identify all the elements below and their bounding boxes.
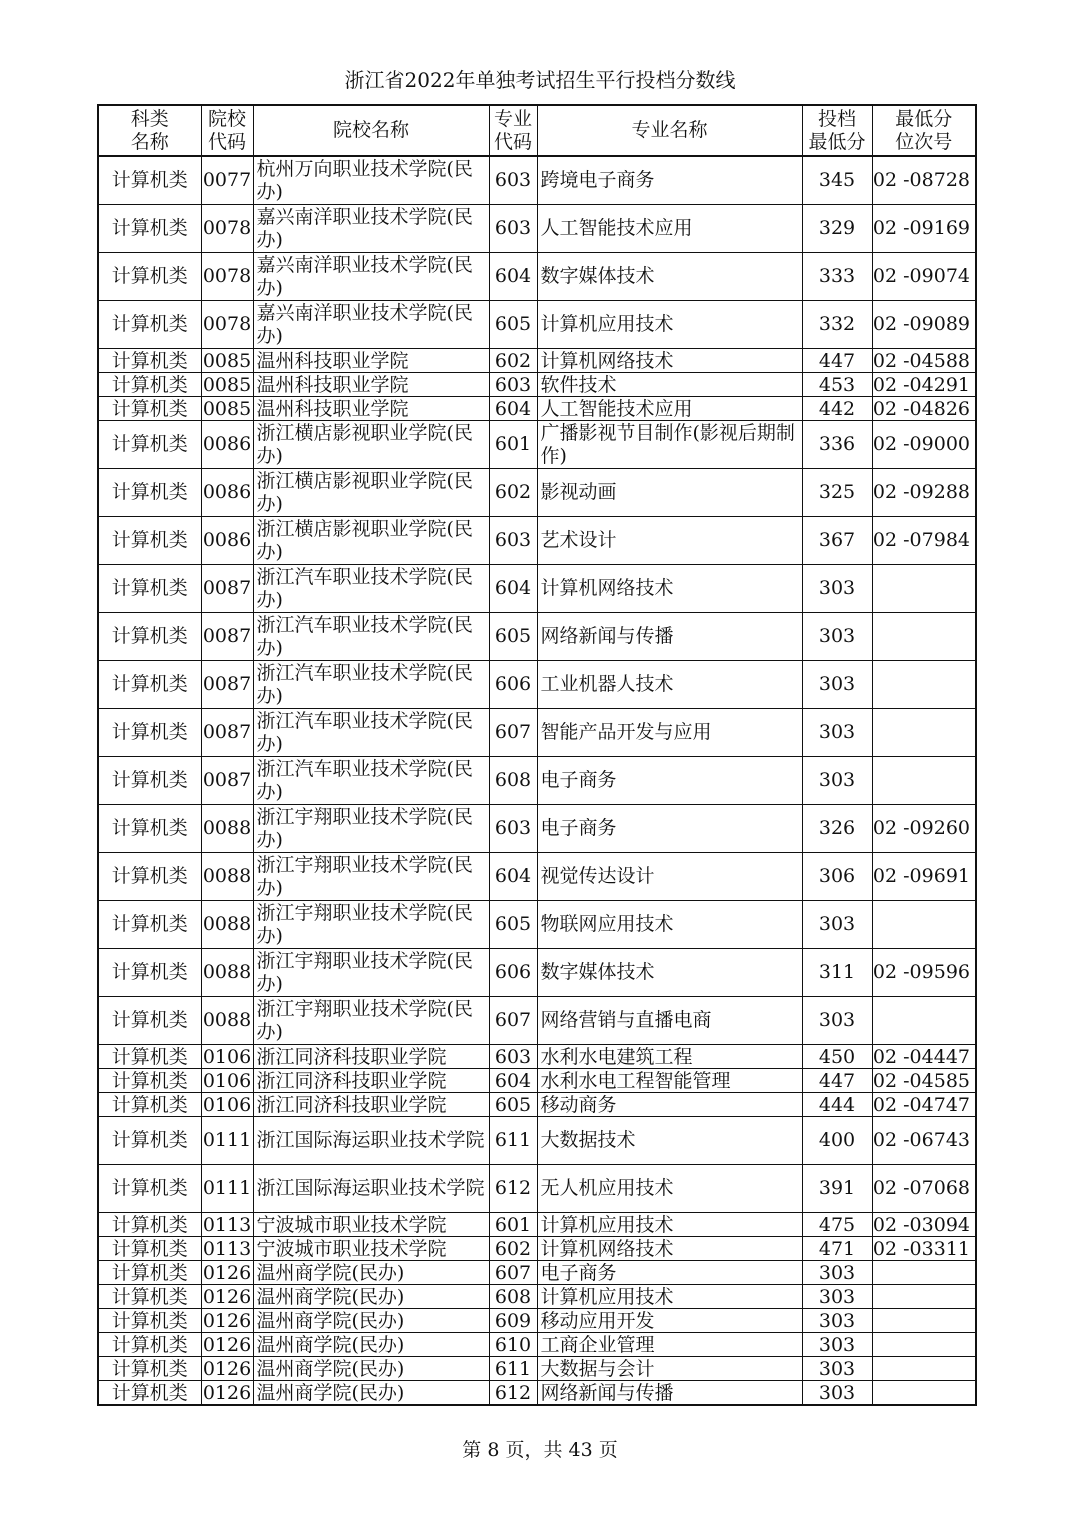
cell-major-code: 611: [489, 1357, 537, 1381]
header-major-name: 专业名称: [537, 105, 802, 156]
cell-school-code: 0113: [202, 1237, 252, 1260]
cell-major-name: 水利水电工程智能管理: [537, 1069, 802, 1093]
cell-min-rank: [872, 661, 976, 709]
table-row: [98, 517, 976, 565]
cell-major-name: 电子商务: [537, 757, 802, 805]
cell-major-code: 602: [489, 349, 537, 373]
cell-major-code: 604: [489, 253, 537, 301]
cell-major-code: 612: [489, 1165, 537, 1213]
table-row: [98, 997, 976, 1045]
cell-school-code: 0078: [201, 253, 253, 301]
cell-major-code: 605: [489, 901, 537, 949]
cell-major-code: 604: [489, 397, 537, 421]
cell-min-score: 367: [802, 517, 872, 565]
cell-category: 计算机类: [98, 1069, 201, 1093]
cell-school-code: 0087: [201, 757, 253, 805]
cell-min-score: 303: [802, 613, 872, 661]
cell-min-score: 453: [802, 373, 872, 397]
cell-min-score: 303: [802, 565, 872, 613]
cell-category: 计算机类: [98, 1093, 201, 1117]
cell-category: 计算机类: [98, 253, 201, 301]
cell-school-code: 0087: [201, 709, 253, 757]
cell-major-name: 计算机应用技术: [537, 301, 802, 349]
cell-major-code: 602: [489, 469, 537, 517]
table-row: [98, 1165, 976, 1213]
cell-min-rank: 02 -04588: [872, 349, 976, 373]
cell-major-code: 607: [489, 709, 537, 757]
cell-category: 计算机类: [98, 853, 201, 901]
cell-min-score: 303: [802, 1357, 872, 1381]
cell-major-name: 数字媒体技术: [537, 253, 802, 301]
cell-min-rank: 02 -09089: [872, 301, 976, 349]
table-row: [98, 301, 976, 349]
cell-min-score: 391: [802, 1165, 872, 1213]
cell-category: 计算机类: [98, 709, 201, 757]
cell-min-rank: [872, 757, 976, 805]
header-category-line1: 科类: [130, 107, 169, 130]
table-row: [98, 949, 976, 997]
table-row: [98, 1357, 976, 1381]
cell-school-name: 浙江汽车职业技术学院(民办): [253, 709, 489, 757]
cell-major-name: 艺术设计: [537, 517, 802, 565]
cell-min-rank: 02 -04447: [872, 1045, 976, 1069]
cell-school-code: 0126: [202, 1309, 252, 1332]
cell-category: 计算机类: [98, 949, 201, 997]
cell-min-rank: [872, 1309, 976, 1333]
cell-major-name: 数字媒体技术: [537, 949, 802, 997]
cell-category: 计算机类: [98, 805, 201, 853]
cell-school-name: 浙江汽车职业技术学院(民办): [253, 613, 489, 661]
header-major-code-line2: 代码: [493, 130, 532, 153]
cell-school-name: 温州商学院(民办): [253, 1285, 489, 1309]
cell-min-score: 447: [802, 1069, 872, 1093]
cell-min-score: 447: [802, 349, 872, 373]
cell-category: 计算机类: [98, 1309, 201, 1333]
cell-min-score: 303: [802, 1381, 872, 1406]
table-row: [98, 1045, 976, 1069]
header-min-rank-line2: 位次号: [895, 130, 953, 153]
cell-category: 计算机类: [98, 1237, 201, 1261]
cell-min-score: 303: [802, 901, 872, 949]
cell-major-name: 计算机网络技术: [537, 565, 802, 613]
cell-min-rank: 02 -09260: [872, 805, 976, 853]
cell-school-name: 浙江横店影视职业学院(民办): [253, 517, 489, 565]
table-row: [98, 469, 976, 517]
cell-major-code: 606: [489, 949, 537, 997]
cell-min-rank: 02 -08728: [872, 156, 976, 205]
cell-min-score: 333: [802, 253, 872, 301]
cell-major-code: 612: [489, 1381, 537, 1406]
cell-major-code: 606: [489, 661, 537, 709]
header-row: [98, 105, 976, 156]
cell-school-name: 浙江宇翔职业技术学院(民办): [253, 997, 489, 1045]
header-school-code-line2: 代码: [207, 130, 246, 153]
page-number: 第 8 页，共 43 页: [462, 1439, 618, 1461]
cell-min-rank: [872, 613, 976, 661]
cell-school-name: 嘉兴南洋职业技术学院(民办): [253, 253, 489, 301]
cell-category: 计算机类: [98, 1213, 201, 1237]
cell-school-code: 0088: [201, 805, 253, 853]
cell-school-code: 0085: [202, 373, 252, 396]
cell-min-score: 303: [802, 997, 872, 1045]
cell-min-rank: 02 -04585: [872, 1069, 976, 1093]
cell-major-name: 网络新闻与传播: [537, 1381, 802, 1406]
table-row: [98, 1381, 976, 1406]
cell-min-score: 444: [802, 1093, 872, 1117]
table-row: [98, 1285, 976, 1309]
cell-min-score: 303: [802, 1309, 872, 1333]
header-category: [98, 105, 201, 156]
cell-major-name: 广播影视节目制作(影视后期制作): [537, 421, 802, 469]
cell-major-name: 网络新闻与传播: [537, 613, 802, 661]
cell-school-code: 0088: [201, 997, 253, 1045]
cell-school-name: 温州科技职业学院: [253, 373, 489, 397]
header-category-line2: 名称: [130, 130, 169, 153]
cell-min-rank: 02 -09074: [872, 253, 976, 301]
cell-major-code: 605: [489, 613, 537, 661]
cell-category: 计算机类: [98, 373, 201, 397]
table-header: [98, 105, 976, 156]
cell-school-code: 0088: [201, 853, 253, 901]
cell-school-code: 0087: [201, 565, 253, 613]
cell-school-name: 浙江国际海运职业技术学院: [253, 1117, 489, 1165]
cell-min-score: 475: [802, 1213, 872, 1237]
cell-min-score: 303: [802, 661, 872, 709]
cell-major-name: 计算机应用技术: [537, 1213, 802, 1237]
cell-category: 计算机类: [98, 997, 201, 1045]
cell-category: 计算机类: [98, 1381, 201, 1406]
cell-school-name: 浙江宇翔职业技术学院(民办): [253, 853, 489, 901]
table-row: [98, 1069, 976, 1093]
cell-school-name: 浙江宇翔职业技术学院(民办): [253, 949, 489, 997]
cell-school-name: 杭州万向职业技术学院(民办): [253, 156, 489, 205]
cell-school-code: 0126: [202, 1381, 252, 1404]
header-major-code: [489, 105, 537, 156]
cell-school-code: 0111: [201, 1165, 253, 1213]
cell-major-name: 大数据技术: [537, 1117, 802, 1165]
cell-school-name: 温州商学院(民办): [253, 1309, 489, 1333]
table-row: [98, 853, 976, 901]
cell-category: 计算机类: [98, 349, 201, 373]
cell-category: 计算机类: [98, 1261, 201, 1285]
table-row: [98, 613, 976, 661]
cell-category: 计算机类: [98, 156, 201, 205]
cell-category: 计算机类: [98, 205, 201, 253]
cell-category: 计算机类: [98, 1117, 201, 1165]
cell-school-code: 0106: [202, 1069, 252, 1092]
cell-school-name: 浙江汽车职业技术学院(民办): [253, 565, 489, 613]
cell-major-code: 604: [489, 853, 537, 901]
cell-min-score: 303: [802, 1285, 872, 1309]
cell-min-rank: 02 -03311: [872, 1237, 976, 1261]
table-row: [98, 373, 976, 397]
cell-major-code: 607: [489, 997, 537, 1045]
cell-major-code: 609: [489, 1309, 537, 1333]
cell-major-code: 608: [489, 1285, 537, 1309]
cell-major-code: 605: [489, 301, 537, 349]
cell-school-name: 浙江宇翔职业技术学院(民办): [253, 901, 489, 949]
header-min-rank-line1: 最低分: [895, 107, 953, 130]
table-row: [98, 1309, 976, 1333]
cell-major-name: 人工智能技术应用: [537, 397, 802, 421]
table-body: [98, 156, 976, 1405]
cell-major-name: 无人机应用技术: [537, 1165, 802, 1213]
cell-min-score: 325: [802, 469, 872, 517]
cell-major-code: 605: [489, 1093, 537, 1117]
cell-category: 计算机类: [98, 613, 201, 661]
cell-school-code: 0106: [202, 1045, 252, 1068]
cell-major-name: 计算机网络技术: [537, 1237, 802, 1261]
cell-major-code: 604: [489, 565, 537, 613]
cell-category: 计算机类: [98, 397, 201, 421]
cell-school-code: 0078: [201, 205, 253, 253]
cell-category: 计算机类: [98, 565, 201, 613]
cell-major-name: 水利水电建筑工程: [537, 1045, 802, 1069]
cell-min-score: 332: [802, 301, 872, 349]
cell-major-code: 603: [489, 517, 537, 565]
header-major-code-line1: 专业: [493, 107, 532, 130]
cell-school-name: 温州科技职业学院: [253, 349, 489, 373]
cell-category: 计算机类: [98, 1357, 201, 1381]
cell-school-code: 0085: [202, 397, 252, 420]
cell-min-score: 306: [802, 853, 872, 901]
cell-school-name: 温州商学院(民办): [253, 1381, 489, 1406]
cell-school-name: 浙江横店影视职业学院(民办): [253, 421, 489, 469]
cell-major-code: 603: [489, 805, 537, 853]
cell-major-name: 移动应用开发: [537, 1309, 802, 1333]
cell-category: 计算机类: [98, 517, 201, 565]
cell-school-name: 宁波城市职业技术学院: [253, 1213, 489, 1237]
cell-category: 计算机类: [98, 757, 201, 805]
cell-min-rank: 02 -09000: [872, 421, 976, 469]
table-row: [98, 805, 976, 853]
cell-min-score: 303: [802, 1261, 872, 1285]
cell-min-rank: [872, 901, 976, 949]
cell-min-rank: [872, 997, 976, 1045]
cell-min-rank: 02 -03094: [872, 1213, 976, 1237]
cell-major-code: 603: [489, 156, 537, 205]
cell-school-name: 浙江同济科技职业学院: [253, 1045, 489, 1069]
cell-major-code: 611: [489, 1117, 537, 1165]
cell-school-code: 0111: [201, 1117, 253, 1165]
cell-school-code: 0126: [202, 1357, 252, 1380]
cell-major-name: 工商企业管理: [537, 1333, 802, 1357]
table-row: [98, 156, 976, 205]
cell-min-rank: 02 -09288: [872, 469, 976, 517]
cell-major-code: 608: [489, 757, 537, 805]
cell-min-rank: [872, 1357, 976, 1381]
cell-min-rank: 02 -09596: [872, 949, 976, 997]
cell-min-rank: [872, 565, 976, 613]
table-row: [98, 397, 976, 421]
cell-min-score: 326: [802, 805, 872, 853]
cell-school-name: 温州商学院(民办): [253, 1261, 489, 1285]
cell-category: 计算机类: [98, 301, 201, 349]
table-row: [98, 565, 976, 613]
table-row: [98, 1093, 976, 1117]
cell-school-name: 浙江汽车职业技术学院(民办): [253, 661, 489, 709]
cell-min-rank: 02 -07984: [872, 517, 976, 565]
cell-min-rank: [872, 709, 976, 757]
cell-category: 计算机类: [98, 901, 201, 949]
cell-major-name: 工业机器人技术: [537, 661, 802, 709]
cell-school-name: 浙江同济科技职业学院: [253, 1069, 489, 1093]
cell-min-score: 336: [802, 421, 872, 469]
cell-min-score: 345: [802, 156, 872, 205]
cell-min-rank: [872, 1381, 976, 1406]
cell-category: 计算机类: [98, 1165, 201, 1213]
table-row: [98, 1261, 976, 1285]
cell-school-code: 0126: [202, 1333, 252, 1356]
cell-major-name: 移动商务: [537, 1093, 802, 1117]
header-min-score-line2: 最低分: [808, 130, 866, 153]
cell-min-rank: 02 -04291: [872, 373, 976, 397]
cell-major-code: 601: [489, 1213, 537, 1237]
cell-major-name: 影视动画: [537, 469, 802, 517]
cell-min-score: 442: [802, 397, 872, 421]
cell-min-score: 400: [802, 1117, 872, 1165]
cell-school-code: 0113: [202, 1213, 252, 1236]
cell-min-rank: 02 -07068: [872, 1165, 976, 1213]
cell-major-code: 603: [489, 205, 537, 253]
cell-major-name: 网络营销与直播电商: [537, 997, 802, 1045]
cell-school-name: 浙江同济科技职业学院: [253, 1093, 489, 1117]
page-title: 浙江省2022年单独考试招生平行投档分数线: [344, 68, 736, 92]
header-min-score-line1: 投档: [817, 107, 856, 130]
table-row: [98, 1333, 976, 1357]
cell-min-score: 450: [802, 1045, 872, 1069]
cell-min-rank: 02 -04826: [872, 397, 976, 421]
cell-school-code: 0086: [201, 469, 253, 517]
header-school-code-line1: 院校: [207, 107, 246, 130]
cell-min-score: 329: [802, 205, 872, 253]
cell-school-name: 温州商学院(民办): [253, 1333, 489, 1357]
cell-school-code: 0088: [201, 901, 253, 949]
header-school-code: [201, 105, 253, 156]
cell-school-name: 浙江汽车职业技术学院(民办): [253, 757, 489, 805]
cell-category: 计算机类: [98, 1045, 201, 1069]
cell-school-code: 0086: [201, 517, 253, 565]
cell-min-rank: 02 -09169: [872, 205, 976, 253]
table-row: [98, 349, 976, 373]
cell-major-name: 软件技术: [537, 373, 802, 397]
header-min-rank: [872, 105, 976, 156]
cell-major-code: 603: [489, 373, 537, 397]
cell-min-rank: [872, 1261, 976, 1285]
cell-min-score: 311: [802, 949, 872, 997]
table-row: [98, 253, 976, 301]
cell-category: 计算机类: [98, 1285, 201, 1309]
cell-major-name: 智能产品开发与应用: [537, 709, 802, 757]
cell-min-rank: [872, 1333, 976, 1357]
cell-major-name: 电子商务: [537, 1261, 802, 1285]
cell-school-name: 嘉兴南洋职业技术学院(民办): [253, 301, 489, 349]
cell-school-name: 浙江宇翔职业技术学院(民办): [253, 805, 489, 853]
cell-school-code: 0085: [202, 349, 252, 372]
cell-major-name: 人工智能技术应用: [537, 205, 802, 253]
cell-min-score: 303: [802, 757, 872, 805]
cell-school-code: 0126: [202, 1261, 252, 1284]
cell-major-code: 602: [489, 1237, 537, 1261]
cell-school-name: 嘉兴南洋职业技术学院(民办): [253, 205, 489, 253]
cell-school-name: 浙江横店影视职业学院(民办): [253, 469, 489, 517]
cell-school-code: 0087: [201, 613, 253, 661]
table-row: [98, 709, 976, 757]
table-row: [98, 421, 976, 469]
cell-school-code: 0087: [201, 661, 253, 709]
table-row: [98, 205, 976, 253]
cell-major-code: 603: [489, 1045, 537, 1069]
cell-min-score: 303: [802, 1333, 872, 1357]
cell-school-code: 0078: [201, 301, 253, 349]
cell-major-name: 视觉传达设计: [537, 853, 802, 901]
cell-major-name: 计算机应用技术: [537, 1285, 802, 1309]
cell-category: 计算机类: [98, 1333, 201, 1357]
header-school-name: 院校名称: [253, 105, 489, 156]
cell-major-name: 跨境电子商务: [537, 156, 802, 205]
cell-school-code: 0077: [201, 156, 253, 205]
table-row: [98, 757, 976, 805]
cell-major-name: 大数据与会计: [537, 1357, 802, 1381]
cell-major-name: 电子商务: [537, 805, 802, 853]
cell-major-code: 607: [489, 1261, 537, 1285]
cell-min-rank: [872, 1285, 976, 1309]
cell-category: 计算机类: [98, 421, 201, 469]
cell-major-code: 604: [489, 1069, 537, 1093]
cell-min-rank: 02 -06743: [872, 1117, 976, 1165]
cell-school-name: 宁波城市职业技术学院: [253, 1237, 489, 1261]
cell-min-score: 471: [802, 1237, 872, 1261]
cell-school-name: 浙江国际海运职业技术学院: [253, 1165, 489, 1213]
table-row: [98, 901, 976, 949]
cell-min-rank: 02 -09691: [872, 853, 976, 901]
cell-min-rank: 02 -04747: [872, 1093, 976, 1117]
cell-school-code: 0086: [201, 421, 253, 469]
cell-major-name: 物联网应用技术: [537, 901, 802, 949]
table-row: [98, 1237, 976, 1261]
table-row: [98, 1117, 976, 1165]
cell-school-code: 0126: [202, 1285, 252, 1308]
cell-major-code: 601: [489, 421, 537, 469]
cell-school-code: 0088: [201, 949, 253, 997]
table-row: [98, 1213, 976, 1237]
header-min-score: [802, 105, 872, 156]
cell-school-code: 0106: [202, 1093, 252, 1116]
cell-category: 计算机类: [98, 661, 201, 709]
cell-category: 计算机类: [98, 469, 201, 517]
cell-school-name: 温州商学院(民办): [253, 1357, 489, 1381]
cell-min-score: 303: [802, 709, 872, 757]
cell-school-name: 温州科技职业学院: [253, 397, 489, 421]
cell-major-code: 610: [489, 1333, 537, 1357]
cell-major-name: 计算机网络技术: [537, 349, 802, 373]
score-table: [97, 104, 977, 1406]
table-row: [98, 661, 976, 709]
